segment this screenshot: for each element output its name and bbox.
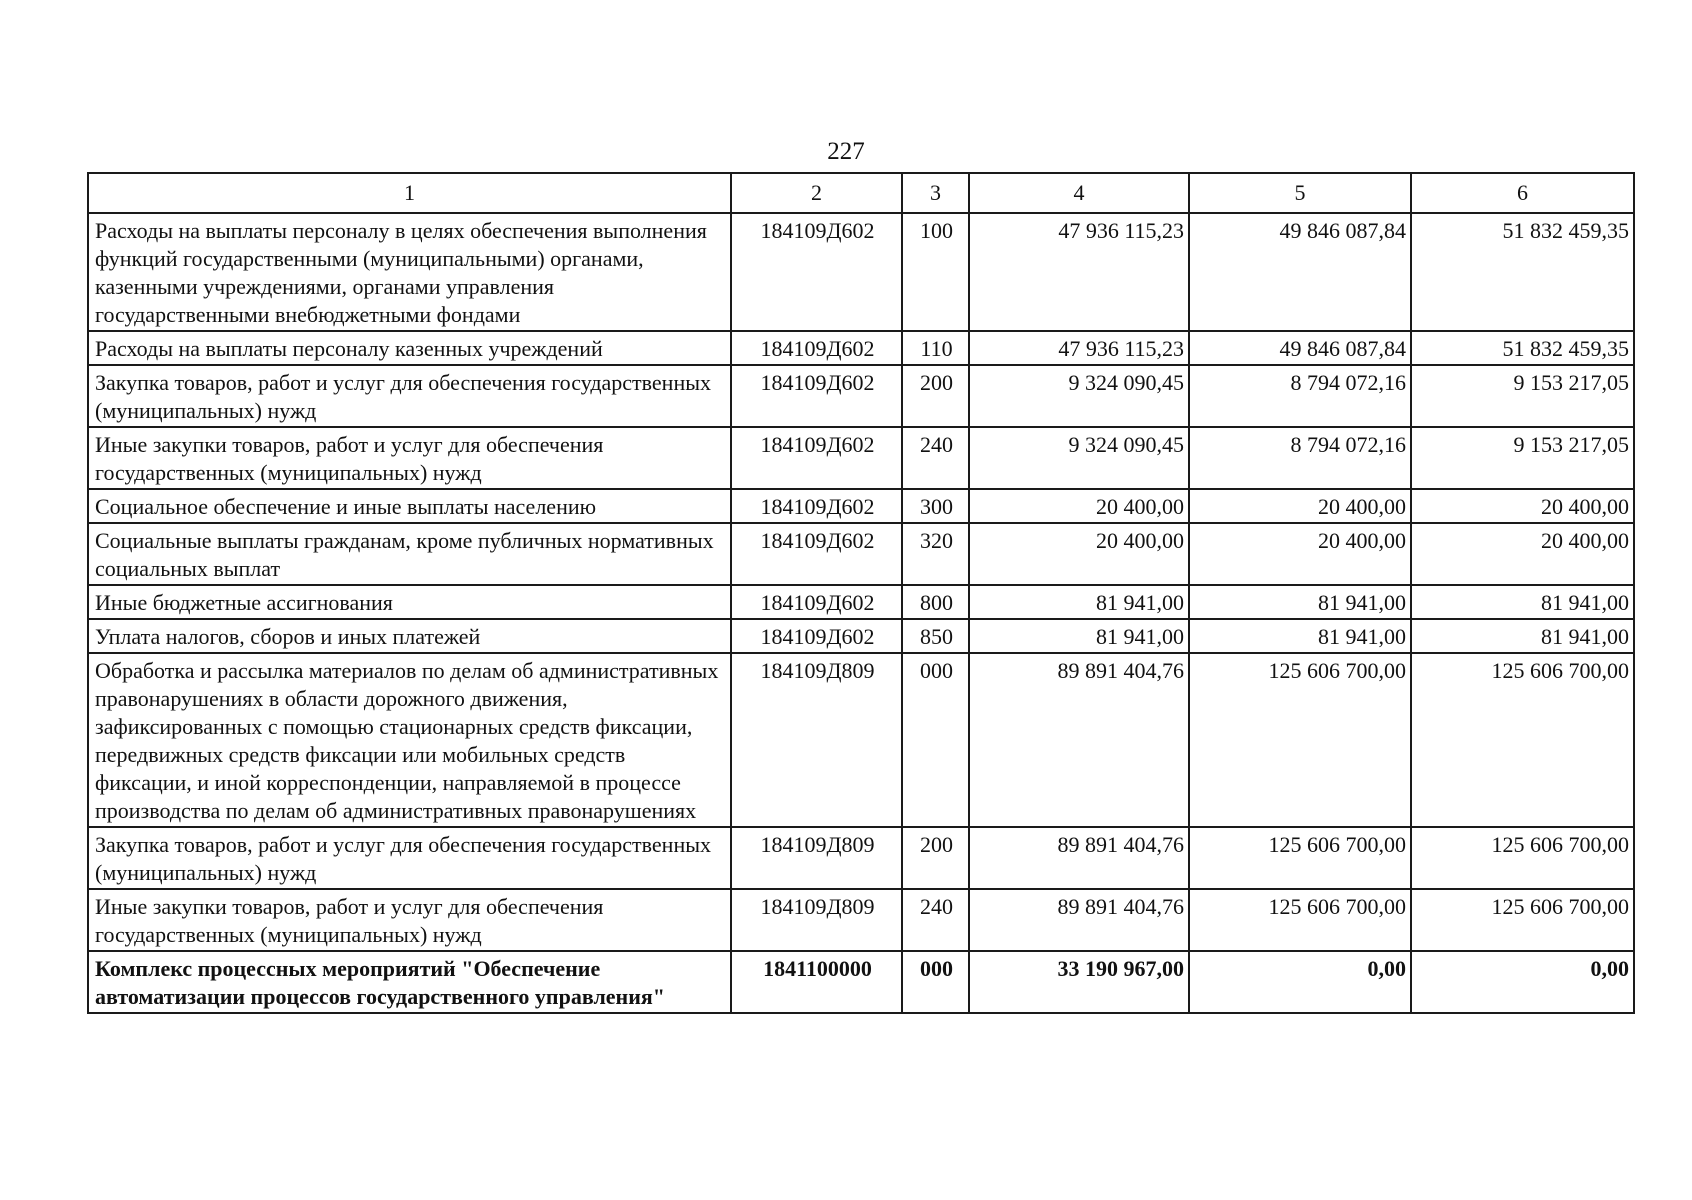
budget-table (87, 172, 1635, 1014)
row-value-col5: 20 400,00 (1189, 523, 1411, 585)
row-name: Закупка товаров, работ и услуг для обеспечения государственных (муниципальных) нужд (88, 827, 731, 889)
column-header: 2 (731, 173, 902, 213)
row-code: 184109Д809 (731, 827, 902, 889)
row-name: Уплата налогов, сборов и иных платежей (88, 619, 731, 653)
row-code: 184109Д602 (731, 213, 902, 331)
row-value-col6: 9 153 217,05 (1411, 365, 1634, 427)
column-header: 3 (902, 173, 969, 213)
row-kvr: 110 (902, 331, 969, 365)
row-value-col5: 0,00 (1189, 951, 1411, 1013)
row-code: 184109Д602 (731, 427, 902, 489)
row-kvr: 300 (902, 489, 969, 523)
table-row (88, 489, 1634, 523)
row-kvr: 100 (902, 213, 969, 331)
row-kvr: 000 (902, 951, 969, 1013)
row-value-col4: 89 891 404,76 (969, 653, 1189, 827)
row-name: Закупка товаров, работ и услуг для обеспечения государственных (муниципальных) нужд (88, 365, 731, 427)
row-value-col5: 49 846 087,84 (1189, 331, 1411, 365)
row-value-col5: 125 606 700,00 (1189, 889, 1411, 951)
row-value-col4: 47 936 115,23 (969, 213, 1189, 331)
row-value-col4: 33 190 967,00 (969, 951, 1189, 1013)
row-value-col5: 20 400,00 (1189, 489, 1411, 523)
table-row (88, 889, 1634, 951)
row-value-col6: 0,00 (1411, 951, 1634, 1013)
table-header-row (88, 173, 1634, 213)
row-name: Расходы на выплаты персоналу в целях обеспечения выполнения функций государственными (муниципальными) органами, казенными учреждениями, органами управления государственными внебюджетными фондами (88, 213, 731, 331)
row-name: Социальное обеспечение и иные выплаты населению (88, 489, 731, 523)
row-name: Обработка и рассылка материалов по делам об административных правонарушениях в области дорожного движения, зафиксированных с помощью стационарных средств фиксации, передвижных средств фиксации или мобильных средств фиксации, и иной корреспонденции, направляемой в процессе производства по делам об административных правонарушениях (88, 653, 731, 827)
row-value-col4: 89 891 404,76 (969, 889, 1189, 951)
row-value-col4: 89 891 404,76 (969, 827, 1189, 889)
column-header: 4 (969, 173, 1189, 213)
row-value-col4: 81 941,00 (969, 619, 1189, 653)
row-code: 184109Д602 (731, 523, 902, 585)
table-row-total (88, 951, 1634, 1013)
row-value-col4: 9 324 090,45 (969, 365, 1189, 427)
table-row (88, 585, 1634, 619)
row-name: Иные закупки товаров, работ и услуг для обеспечения государственных (муниципальных) нужд (88, 427, 731, 489)
row-code: 184109Д602 (731, 365, 902, 427)
table-row (88, 653, 1634, 827)
row-kvr: 320 (902, 523, 969, 585)
row-kvr: 000 (902, 653, 969, 827)
row-value-col6: 20 400,00 (1411, 523, 1634, 585)
page-number: 227 (827, 138, 865, 165)
row-value-col6: 125 606 700,00 (1411, 653, 1634, 827)
row-value-col5: 8 794 072,16 (1189, 427, 1411, 489)
table-row (88, 827, 1634, 889)
row-value-col6: 81 941,00 (1411, 585, 1634, 619)
row-value-col6: 51 832 459,35 (1411, 331, 1634, 365)
column-header: 5 (1189, 173, 1411, 213)
column-header: 6 (1411, 173, 1634, 213)
row-value-col5: 125 606 700,00 (1189, 653, 1411, 827)
row-value-col6: 81 941,00 (1411, 619, 1634, 653)
row-value-col5: 125 606 700,00 (1189, 827, 1411, 889)
row-value-col5: 81 941,00 (1189, 585, 1411, 619)
row-kvr: 240 (902, 427, 969, 489)
row-code: 184109Д809 (731, 889, 902, 951)
table-row (88, 213, 1634, 331)
row-kvr: 200 (902, 827, 969, 889)
row-name: Иные закупки товаров, работ и услуг для обеспечения государственных (муниципальных) нужд (88, 889, 731, 951)
row-value-col5: 81 941,00 (1189, 619, 1411, 653)
row-kvr: 800 (902, 585, 969, 619)
row-value-col4: 20 400,00 (969, 489, 1189, 523)
row-value-col6: 125 606 700,00 (1411, 827, 1634, 889)
column-header: 1 (88, 173, 731, 213)
row-code: 184109Д602 (731, 585, 902, 619)
row-kvr: 240 (902, 889, 969, 951)
row-value-col6: 51 832 459,35 (1411, 213, 1634, 331)
row-name: Расходы на выплаты персоналу казенных учреждений (88, 331, 731, 365)
row-code: 184109Д602 (731, 489, 902, 523)
row-value-col5: 49 846 087,84 (1189, 213, 1411, 331)
row-code: 1841100000 (731, 951, 902, 1013)
table-row (88, 365, 1634, 427)
row-name: Социальные выплаты гражданам, кроме публичных нормативных социальных выплат (88, 523, 731, 585)
table-row (88, 331, 1634, 365)
row-value-col4: 81 941,00 (969, 585, 1189, 619)
table-row (88, 523, 1634, 585)
row-value-col4: 9 324 090,45 (969, 427, 1189, 489)
row-value-col6: 125 606 700,00 (1411, 889, 1634, 951)
row-kvr: 200 (902, 365, 969, 427)
row-value-col6: 9 153 217,05 (1411, 427, 1634, 489)
row-code: 184109Д809 (731, 653, 902, 827)
row-code: 184109Д602 (731, 619, 902, 653)
table-row (88, 619, 1634, 653)
row-value-col4: 20 400,00 (969, 523, 1189, 585)
table-row (88, 427, 1634, 489)
row-value-col4: 47 936 115,23 (969, 331, 1189, 365)
row-kvr: 850 (902, 619, 969, 653)
row-value-col6: 20 400,00 (1411, 489, 1634, 523)
row-value-col5: 8 794 072,16 (1189, 365, 1411, 427)
row-code: 184109Д602 (731, 331, 902, 365)
row-name: Иные бюджетные ассигнования (88, 585, 731, 619)
row-name: Комплекс процессных мероприятий "Обеспечение автоматизации процессов государственного управления" (88, 951, 731, 1013)
